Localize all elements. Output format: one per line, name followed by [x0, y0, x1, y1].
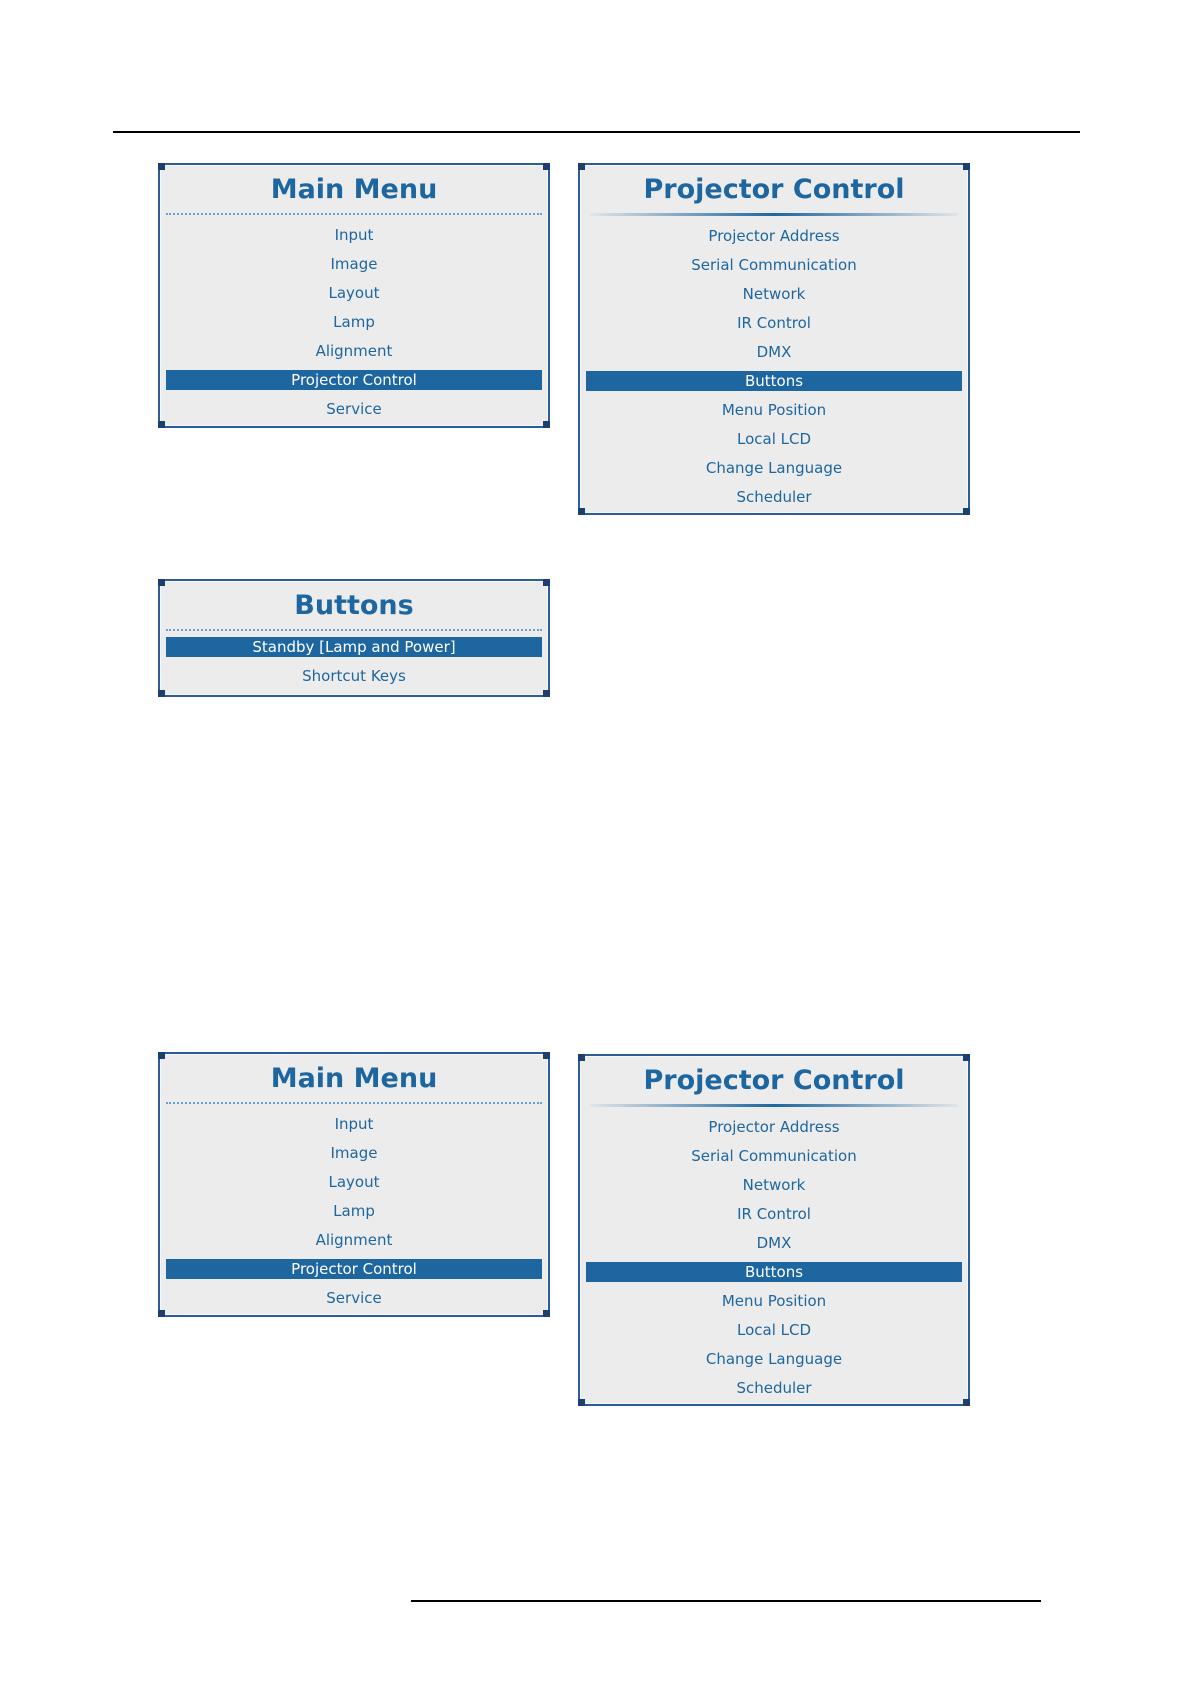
- menu-item-ir-control[interactable]: IR Control: [737, 314, 811, 332]
- buttons-menu-panel: [158, 579, 550, 697]
- menu-item-dmx[interactable]: DMX: [756, 343, 792, 361]
- title-separator: [166, 629, 542, 631]
- menu-item-scheduler[interactable]: Scheduler: [736, 488, 812, 506]
- corner-marker: [543, 690, 550, 697]
- menu-item-serial-communication[interactable]: Serial Communication: [691, 256, 857, 274]
- menu-item-image[interactable]: Image: [330, 1144, 378, 1162]
- corner-marker: [158, 421, 165, 428]
- menu-item-service[interactable]: Service: [326, 1289, 382, 1307]
- corner-marker: [578, 1399, 585, 1406]
- corner-marker: [543, 421, 550, 428]
- menu-item-alignment[interactable]: Alignment: [315, 1231, 393, 1249]
- corner-marker: [578, 1054, 585, 1061]
- menu-item-input[interactable]: Input: [334, 226, 374, 244]
- menu-item-projector-address[interactable]: Projector Address: [708, 227, 840, 245]
- main-menu-panel: [158, 1052, 550, 1317]
- corner-marker: [158, 579, 165, 586]
- menu-title: Main Menu: [270, 1063, 438, 1094]
- corner-marker: [158, 1310, 165, 1317]
- title-separator: [590, 1104, 958, 1107]
- corner-marker: [158, 690, 165, 697]
- menu-item-local-lcd[interactable]: Local LCD: [736, 430, 812, 448]
- menu-item-menu-position[interactable]: Menu Position: [721, 1292, 827, 1310]
- title-separator: [166, 213, 542, 215]
- menu-item-projector-address[interactable]: Projector Address: [708, 1118, 840, 1136]
- menu-item-shortcut-keys[interactable]: Shortcut Keys: [302, 667, 406, 685]
- menu-item-image[interactable]: Image: [330, 255, 378, 273]
- menu-item-lamp[interactable]: Lamp: [333, 313, 375, 331]
- menu-item-change-language[interactable]: Change Language: [705, 1350, 843, 1368]
- title-separator: [166, 1102, 542, 1104]
- menu-item-local-lcd[interactable]: Local LCD: [736, 1321, 812, 1339]
- title-separator: [590, 213, 958, 216]
- menu-item-network[interactable]: Network: [742, 1176, 806, 1194]
- corner-marker: [963, 163, 970, 170]
- menu-item-network[interactable]: Network: [742, 285, 806, 303]
- corner-marker: [578, 508, 585, 515]
- menu-item-ir-control[interactable]: IR Control: [737, 1205, 811, 1223]
- menu-title: Projector Control: [643, 1065, 905, 1096]
- main-menu-panel: [158, 163, 550, 428]
- menu-item-buttons[interactable]: Buttons: [586, 1262, 962, 1282]
- projector-control-panel: [578, 163, 970, 515]
- corner-marker: [963, 1399, 970, 1406]
- corner-marker: [963, 1054, 970, 1061]
- menu-item-standby[interactable]: Standby [Lamp and Power]: [166, 637, 542, 657]
- menu-item-scheduler[interactable]: Scheduler: [736, 1379, 812, 1397]
- menu-item-layout[interactable]: Layout: [328, 284, 380, 302]
- corner-marker: [543, 1310, 550, 1317]
- menu-item-lamp[interactable]: Lamp: [333, 1202, 375, 1220]
- corner-marker: [158, 163, 165, 170]
- corner-marker: [963, 508, 970, 515]
- menu-item-service[interactable]: Service: [326, 400, 382, 418]
- menu-item-projector-control[interactable]: Projector Control: [166, 370, 542, 390]
- menu-item-alignment[interactable]: Alignment: [315, 342, 393, 360]
- menu-item-dmx[interactable]: DMX: [756, 1234, 792, 1252]
- menu-item-layout[interactable]: Layout: [328, 1173, 380, 1191]
- menu-title: Projector Control: [643, 174, 905, 205]
- corner-marker: [543, 1052, 550, 1059]
- menu-title: Main Menu: [270, 174, 438, 205]
- corner-marker: [543, 579, 550, 586]
- projector-control-panel: [578, 1054, 970, 1406]
- corner-marker: [158, 1052, 165, 1059]
- footer-rule: [411, 1600, 1041, 1602]
- menu-item-input[interactable]: Input: [334, 1115, 374, 1133]
- menu-item-buttons[interactable]: Buttons: [586, 371, 962, 391]
- menu-item-change-language[interactable]: Change Language: [705, 459, 843, 477]
- menu-item-menu-position[interactable]: Menu Position: [721, 401, 827, 419]
- corner-marker: [578, 163, 585, 170]
- menu-item-serial-communication[interactable]: Serial Communication: [691, 1147, 857, 1165]
- menu-item-projector-control[interactable]: Projector Control: [166, 1259, 542, 1279]
- corner-marker: [543, 163, 550, 170]
- menu-title: Buttons: [294, 590, 414, 621]
- header-rule: [113, 131, 1080, 133]
